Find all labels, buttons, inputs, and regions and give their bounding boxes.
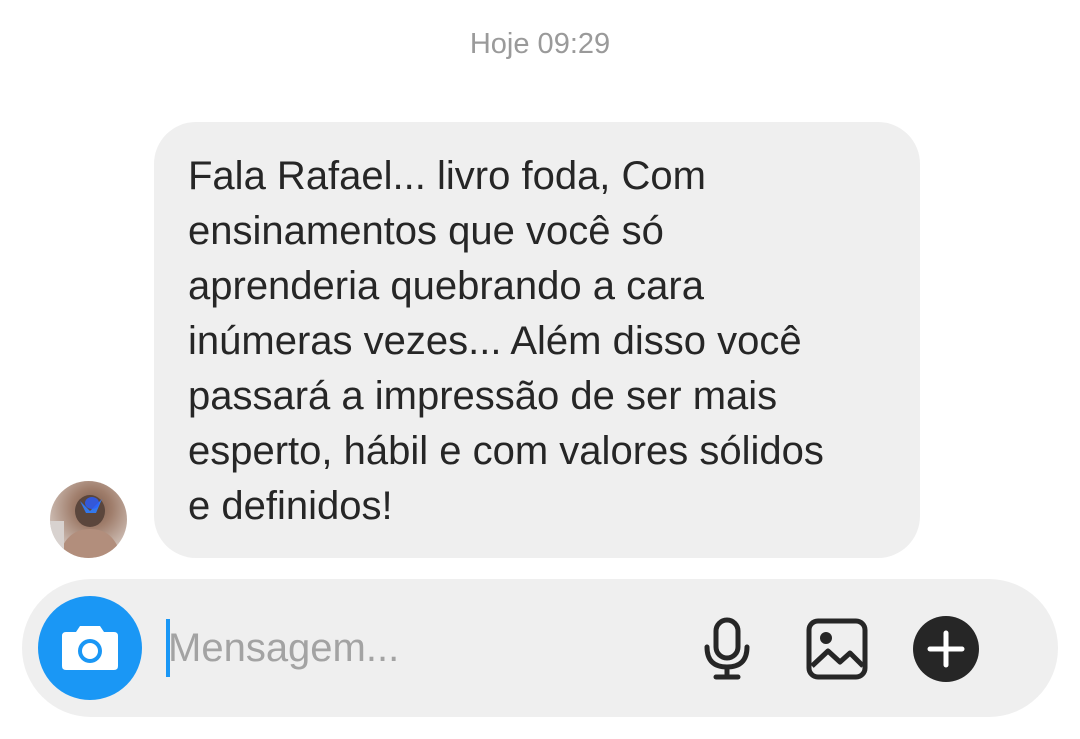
- voice-message-button[interactable]: [694, 616, 760, 682]
- sender-avatar[interactable]: [50, 481, 127, 558]
- gallery-button[interactable]: [804, 616, 870, 682]
- camera-icon: [60, 624, 120, 672]
- received-message-bubble[interactable]: Fala Rafael... livro foda, Com ensinamentos que você só aprenderia quebrando a cara inúmeras vezes... Além disso você passará a impressão de ser mais esperto, hábil e com valores sólidos e definidos!: [154, 122, 920, 558]
- avatar-photo: [50, 481, 127, 558]
- image-icon: [806, 618, 868, 680]
- more-options-button[interactable]: [913, 616, 979, 682]
- plus-circle-icon: [913, 616, 979, 682]
- message-input[interactable]: [168, 615, 638, 681]
- camera-button[interactable]: [38, 596, 142, 700]
- message-timestamp: Hoje 09:29: [469, 28, 611, 60]
- microphone-icon: [702, 617, 752, 681]
- message-composer: [22, 579, 1058, 717]
